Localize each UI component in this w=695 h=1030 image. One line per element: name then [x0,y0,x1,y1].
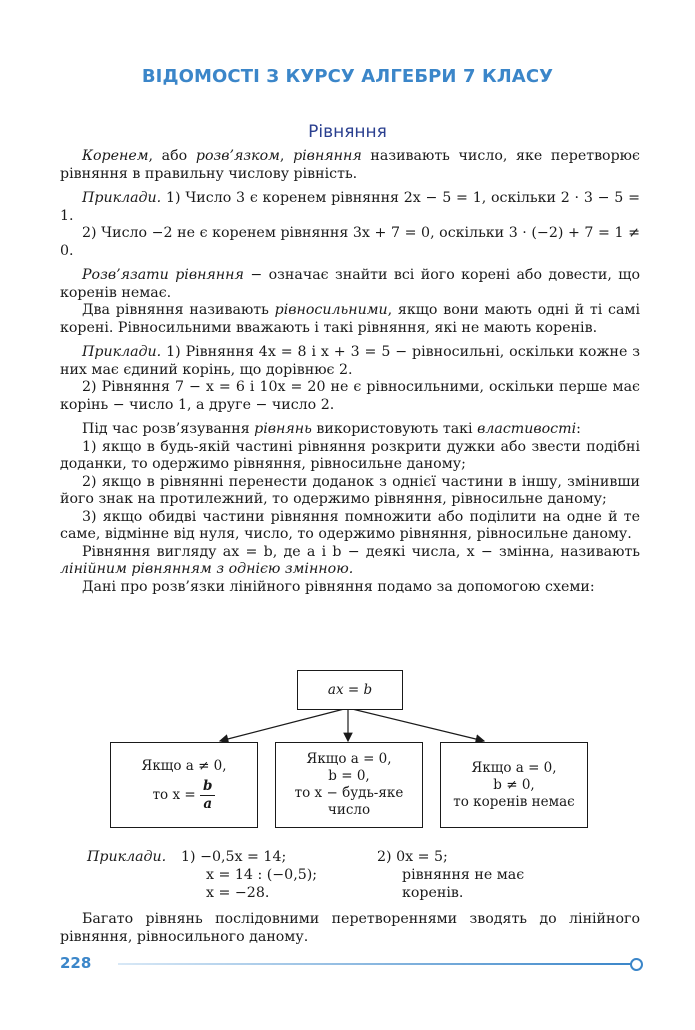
example-2: 2) 0x = 5; рівняння не має коренів. [377,849,525,901]
property-2: 2) якщо в рівнянні перенести доданок з однієї частини в іншу, змінивши його знак на протилежний, то одержимо рівняння, рівносильне даному; [60,473,640,507]
examples-label: Приклади. [87,849,167,865]
properties-intro: Під час розв’язування рівнянь використовують такі властивості: [82,421,581,437]
fraction-b-over-a: $\frac{b}{a}$ [200,778,215,813]
footer-rule [118,963,633,965]
scheme-intro: Дані про розв’язки лінійного рівняння подамо за допомогою схеми: [82,578,595,595]
main-text [60,148,640,596]
example-root-1: Приклади. 1) Число 3 є коренем рівняння 2x − 5 = 1, оскільки 2 · 3 − 5 = 1. [60,190,640,224]
scheme-right-box: Якщо a = 0, b ≠ 0, то коренів немає [440,742,588,828]
example-root-2: 2) Число −2 не є коренем рівняння 3x + 7 = 0, оскільки 3 · (−2) + 7 = 1 ≠ 0. [60,225,640,259]
arrow-left [220,708,348,741]
section-heading: ВІДОМОСТІ З КУРСУ АЛГЕБРИ 7 КЛАСУ [141,66,554,87]
definition-equivalent: Два рівняння називають рівносильними, якщо вони мають одні й ті самі корені. Рівносильними вважають і такі рівняння, які не мають коренів. [60,302,641,336]
example-equivalent-2: 2) Рівняння 7 − x = 6 і 10x = 20 не є рівносильними, оскільки перше має корінь − число 1, а друге − число 2. [60,379,640,413]
definition-solve: Розв’язати рівняння − означає знайти всі його корені або довести, що коренів немає. [60,267,641,301]
arrow-right [348,708,484,741]
topic-title: Рівняння [308,122,387,142]
example-1: 1) −0,5x = 14; x = 14 : (−0,5); x = −28. [181,849,318,901]
example-equivalent-1: Приклади. 1) Рівняння 4x = 8 і x + 3 = 5 − рівносильні, оскільки кожне з них має єдиний корінь, що дорівнює 2. [60,344,640,378]
scheme-middle-box: Якщо a = 0, b = 0, то x − будь-яке число [275,742,423,828]
scheme-left-box: Якщо a ≠ 0, то x = $\frac{b}{a}$ [110,742,258,828]
definition-linear: Рівняння вигляду ax = b, де a і b − деякі числа, x − змінна, називають лінійним рівнянням з однією змінною. [60,543,640,577]
closing-paragraph: Багато рівнянь послідовними перетвореннями зводять до лінійного рівняння, рівносильного даному. [60,911,640,945]
definition-root: Коренем, або розв’язком, рівняння називають число, яке перетворює рівняння в правильну числову рівність. [60,148,640,182]
property-3: 3) якщо обидві частини рівняння помножити або поділити на одне й те саме, відмінне від нуля, число, то одержимо рівняння, рівносильне даному. [60,508,640,542]
page-number: 228 [60,954,92,972]
scheme-top-box: ax = b [297,670,403,710]
footer-circle-icon [630,958,643,971]
property-1: 1) якщо в будь-якій частині рівняння розкрити дужки або звести подібні доданки, то одержимо рівняння, рівносильне даному; [60,438,640,472]
